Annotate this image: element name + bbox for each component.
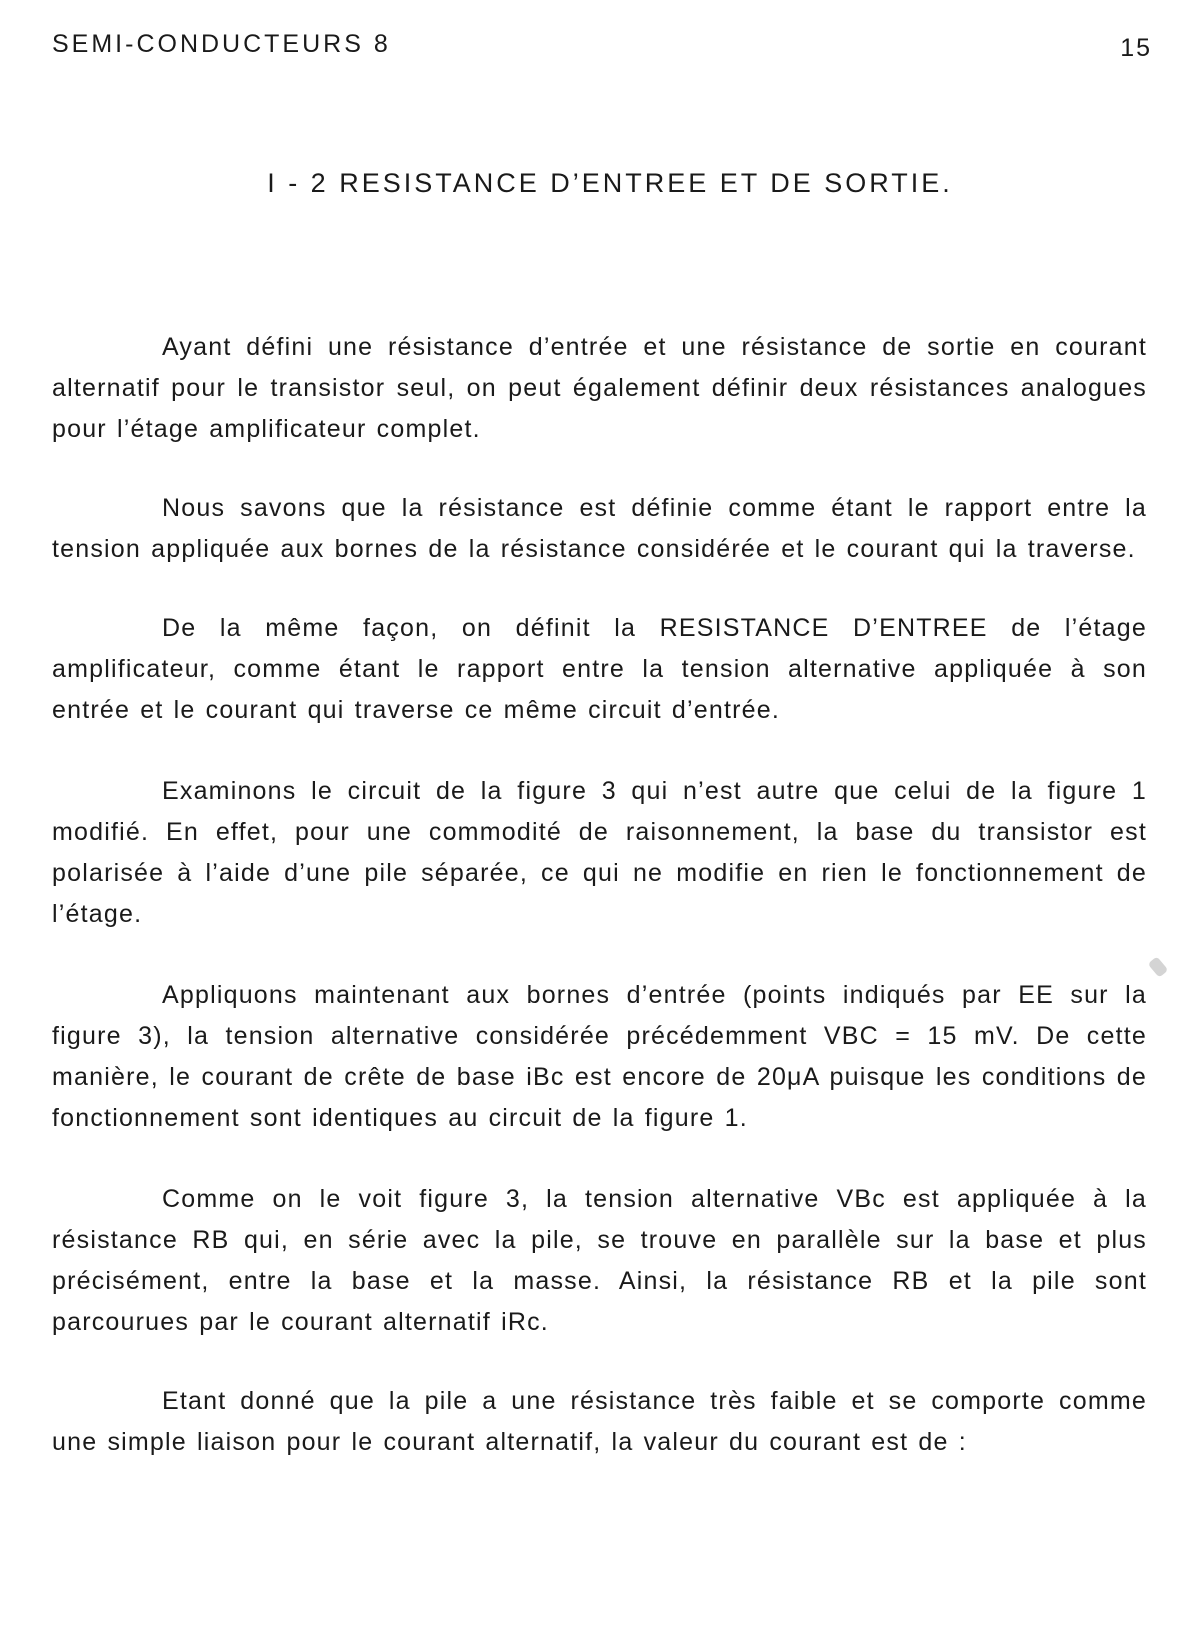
paragraph: De la même façon, on définit la RESISTANCE D’ENTREE de l’étage amplificateur, comme étant le rapport entre la tension alternative appliquée à son entrée et le courant qui traverse ce même circuit d’entrée.	[52, 614, 1147, 724]
scan-smudge	[1148, 956, 1169, 978]
section-title: I - 2 RESISTANCE D’ENTREE ET DE SORTIE.	[267, 168, 953, 198]
paragraph: Comme on le voit figure 3, la tension alternative VBc est appliquée à la résistance RB qui, en série avec la pile, se trouve en parallèle sur la base et plus précisément, entre la base et la masse. Ainsi, la résistance RB et la pile sont parcourues par le courant alternatif iRc.	[52, 1185, 1147, 1336]
body-text	[52, 327, 1147, 1503]
paragraph: Etant donné que la pile a une résistance très faible et se comporte comme une simple liaison pour le courant alternatif, la valeur du courant est de :	[52, 1387, 1147, 1456]
page-number: 15	[1120, 34, 1152, 62]
running-title: SEMI-CONDUCTEURS 8	[52, 30, 391, 58]
paragraph: Ayant défini une résistance d’entrée et une résistance de sortie en courant alternatif pour le transistor seul, on peut également définir deux résistances analogues pour l’étage amplificateur complet.	[52, 333, 1147, 443]
paragraph: Examinons le circuit de la figure 3 qui n’est autre que celui de la figure 1 modifié. En effet, pour une commodité de raisonnement, la base du transistor est polarisée à l’aide d’une pile séparée, ce qui ne modifie en rien le fonctionnement de l’étage.	[52, 777, 1147, 928]
paragraph: Appliquons maintenant aux bornes d’entrée (points indiqués par EE sur la figure 3), la tension alternative considérée précédemment VBC = 15 mV. De cette manière, le courant de crête de base iBc est encore de 20μA puisque les conditions de fonctionnement sont identiques au circuit de la figure 1.	[52, 981, 1147, 1132]
paragraph: Nous savons que la résistance est définie comme étant le rapport entre la tension appliquée aux bornes de la résistance considérée et le courant qui la traverse.	[52, 494, 1147, 563]
